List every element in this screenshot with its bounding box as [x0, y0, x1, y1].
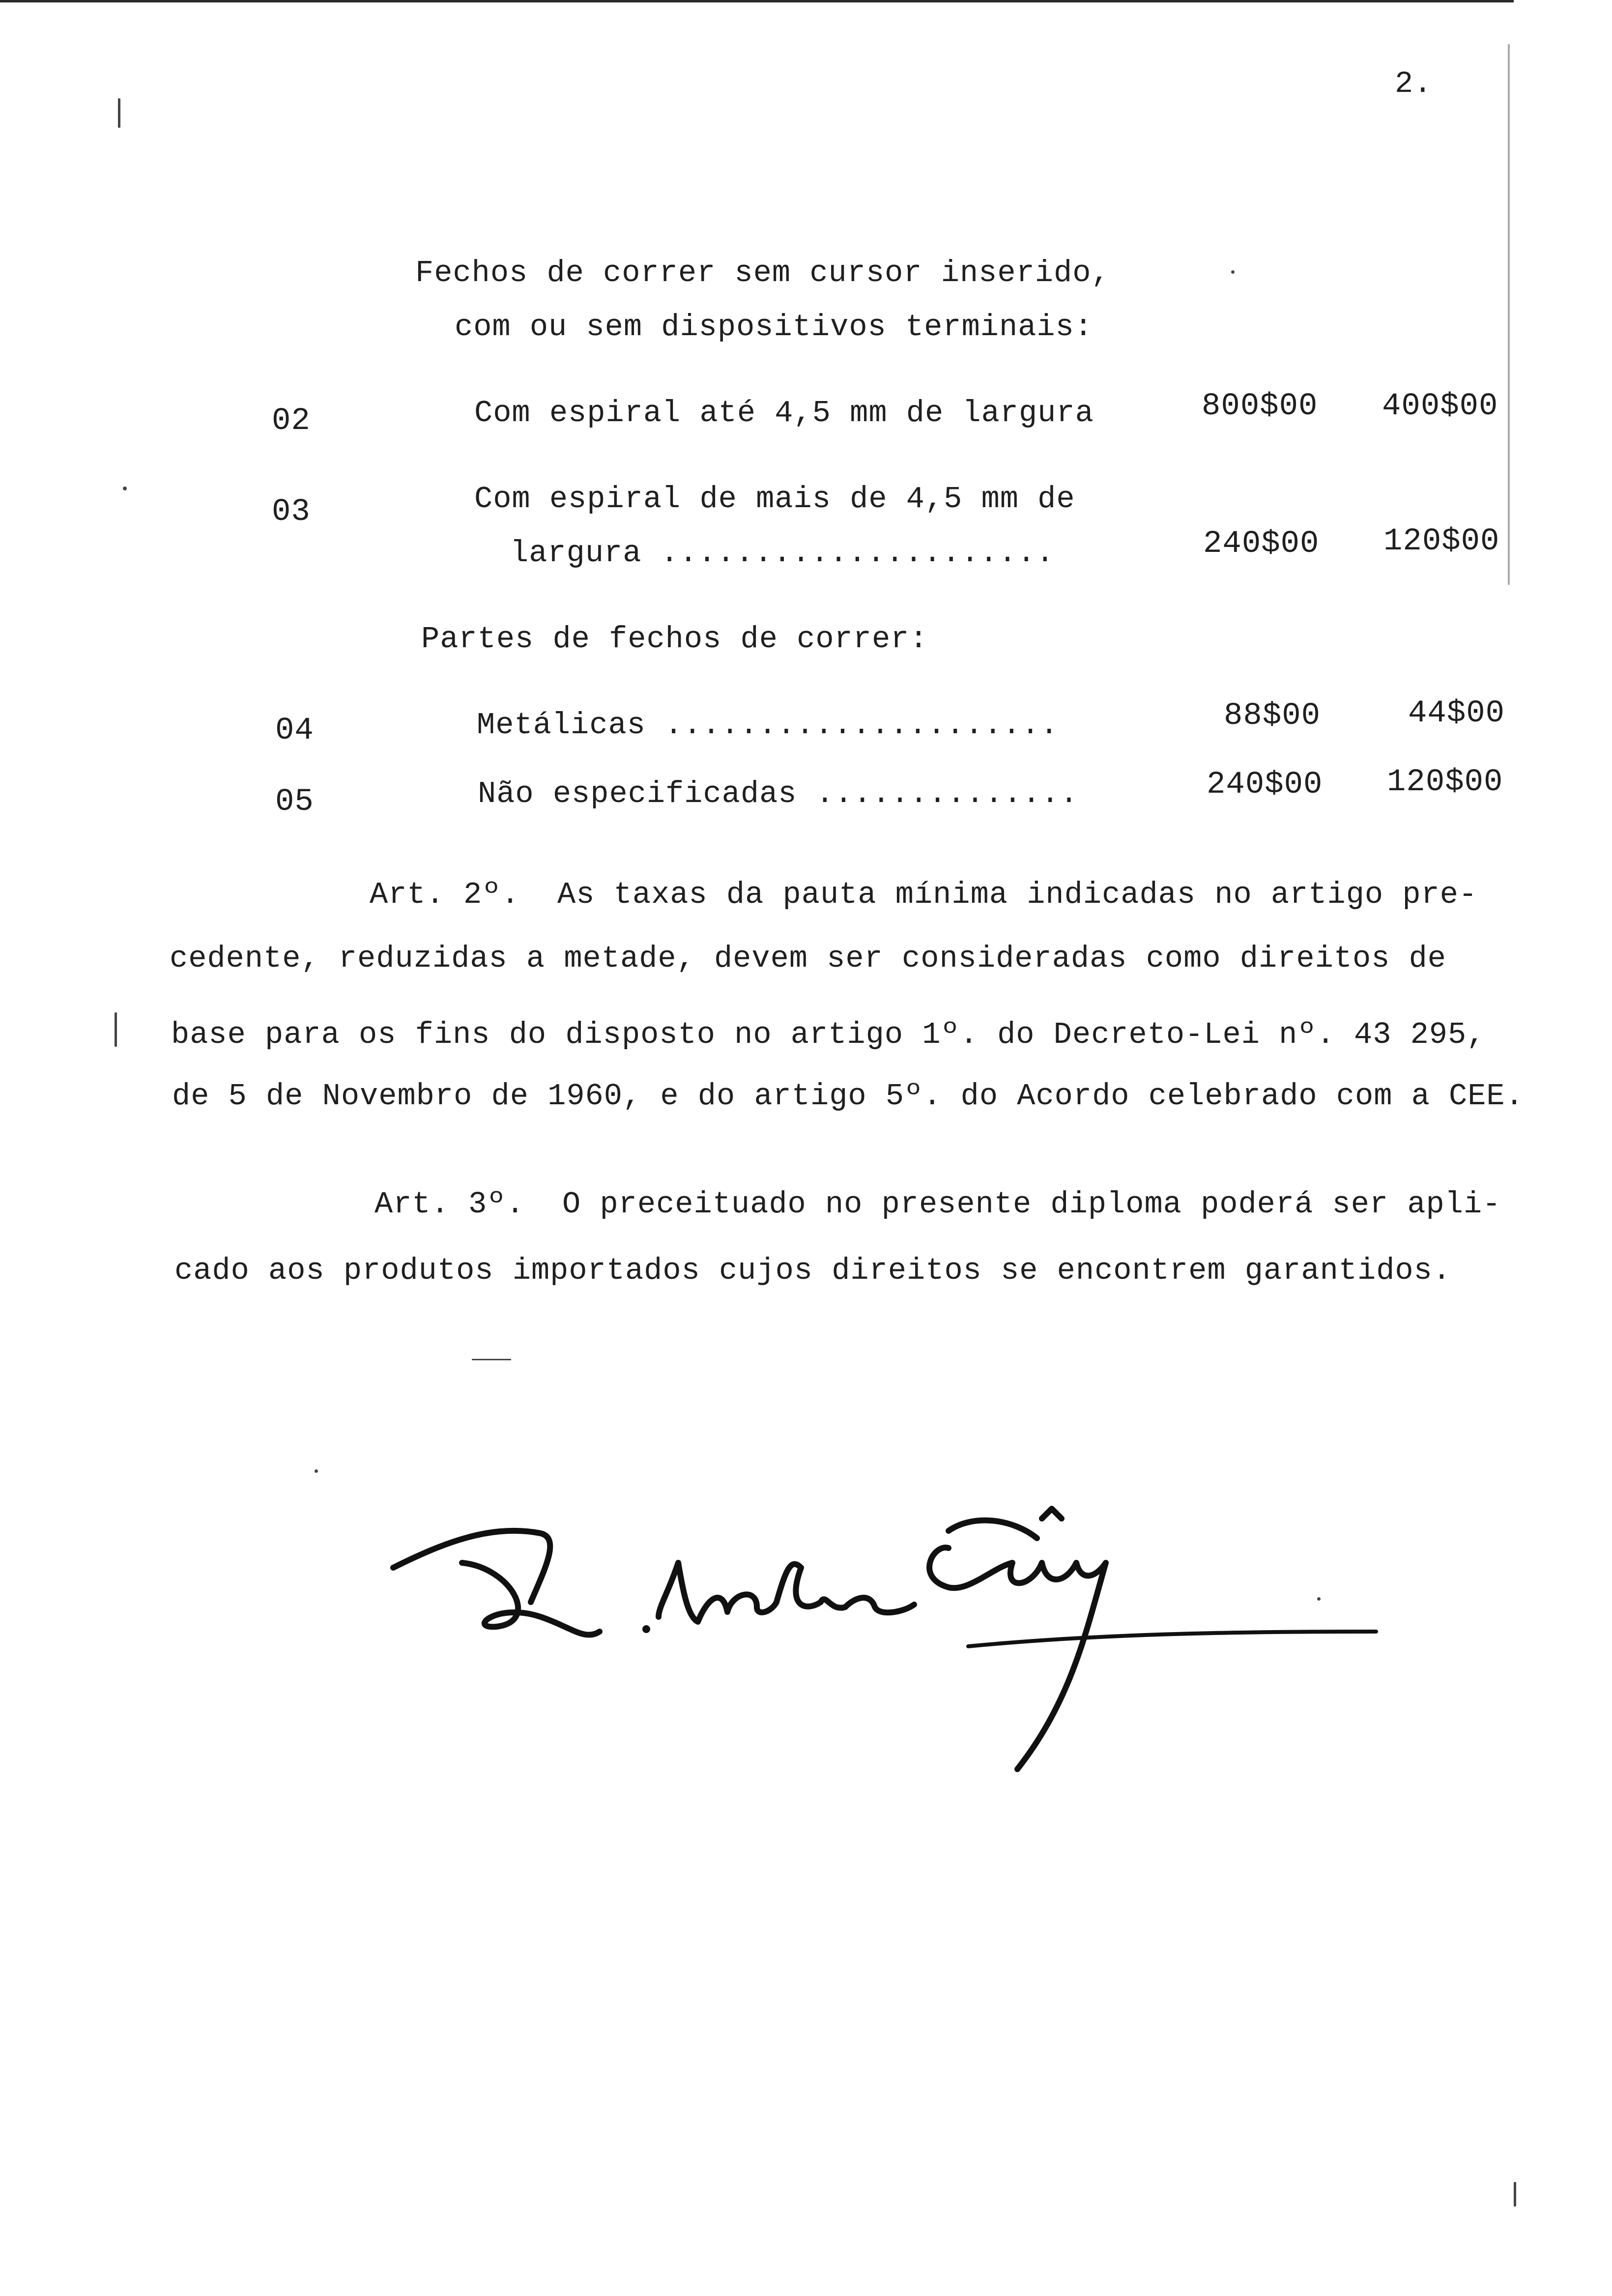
scan-speck	[118, 98, 120, 128]
scan-speck	[315, 1469, 318, 1473]
scan-speck	[472, 1359, 511, 1360]
item-value-2: 120$00	[1383, 524, 1500, 559]
item-value-2: 44$00	[1408, 696, 1505, 731]
scan-speck	[1317, 1597, 1321, 1601]
page-number: 2.	[1395, 66, 1433, 101]
item-value-1: 800$00	[1202, 389, 1318, 424]
item-description: Com espiral até 4,5 mm de largura	[474, 396, 1094, 430]
right-margin-mark	[1508, 44, 1510, 585]
item-value-1: 240$00	[1203, 526, 1320, 562]
scan-speck	[123, 487, 127, 490]
heading-zippers-line2: com ou sem dispositivos terminais:	[455, 310, 1094, 344]
scan-speck	[1514, 2182, 1516, 2207]
item-value-1: 88$00	[1224, 698, 1321, 734]
art2-line1: Art. 2º. As taxas da pauta mínima indicadas no artigo pre-	[370, 877, 1478, 912]
item-code: 03	[272, 494, 311, 530]
item-code: 02	[272, 403, 311, 439]
item-description: Com espiral de mais de 4,5 mm de	[474, 482, 1075, 517]
item-description: Metálicas .....................	[477, 708, 1059, 743]
scan-speck	[115, 1012, 117, 1047]
art3-line2: cado aos produtos importados cujos direitos se encontrem garantidos.	[174, 1253, 1452, 1288]
art3-line1: Art. 3º. O preceituado no presente diploma poderá ser apli-	[374, 1187, 1501, 1222]
item-code: 05	[275, 784, 314, 820]
item-value-2: 120$00	[1387, 765, 1503, 800]
heading-parts: Partes de fechos de correr:	[421, 622, 928, 657]
item-value-1: 240$00	[1207, 767, 1323, 803]
item-description-continued: largura .....................	[510, 536, 1055, 571]
heading-zippers-line1: Fechos de correr sem cursor inserido,	[415, 256, 1110, 290]
top-border-line	[0, 0, 1514, 2]
handwritten-signature	[383, 1494, 1415, 1789]
item-description: Não especificadas ..............	[478, 776, 1079, 811]
item-value-2: 400$00	[1382, 389, 1498, 424]
art2-line4: de 5 de Novembro de 1960, e do artigo 5º. do Acordo celebrado com a CEE.	[172, 1079, 1524, 1114]
art2-line3: base para os fins do disposto no artigo 1º. do Decreto-Lei nº. 43 295,	[171, 1017, 1486, 1052]
scan-speck	[1231, 270, 1235, 274]
item-code: 04	[275, 713, 314, 748]
art2-line2: cedente, reduzidas a metade, devem ser consideradas como direitos de	[170, 941, 1447, 976]
